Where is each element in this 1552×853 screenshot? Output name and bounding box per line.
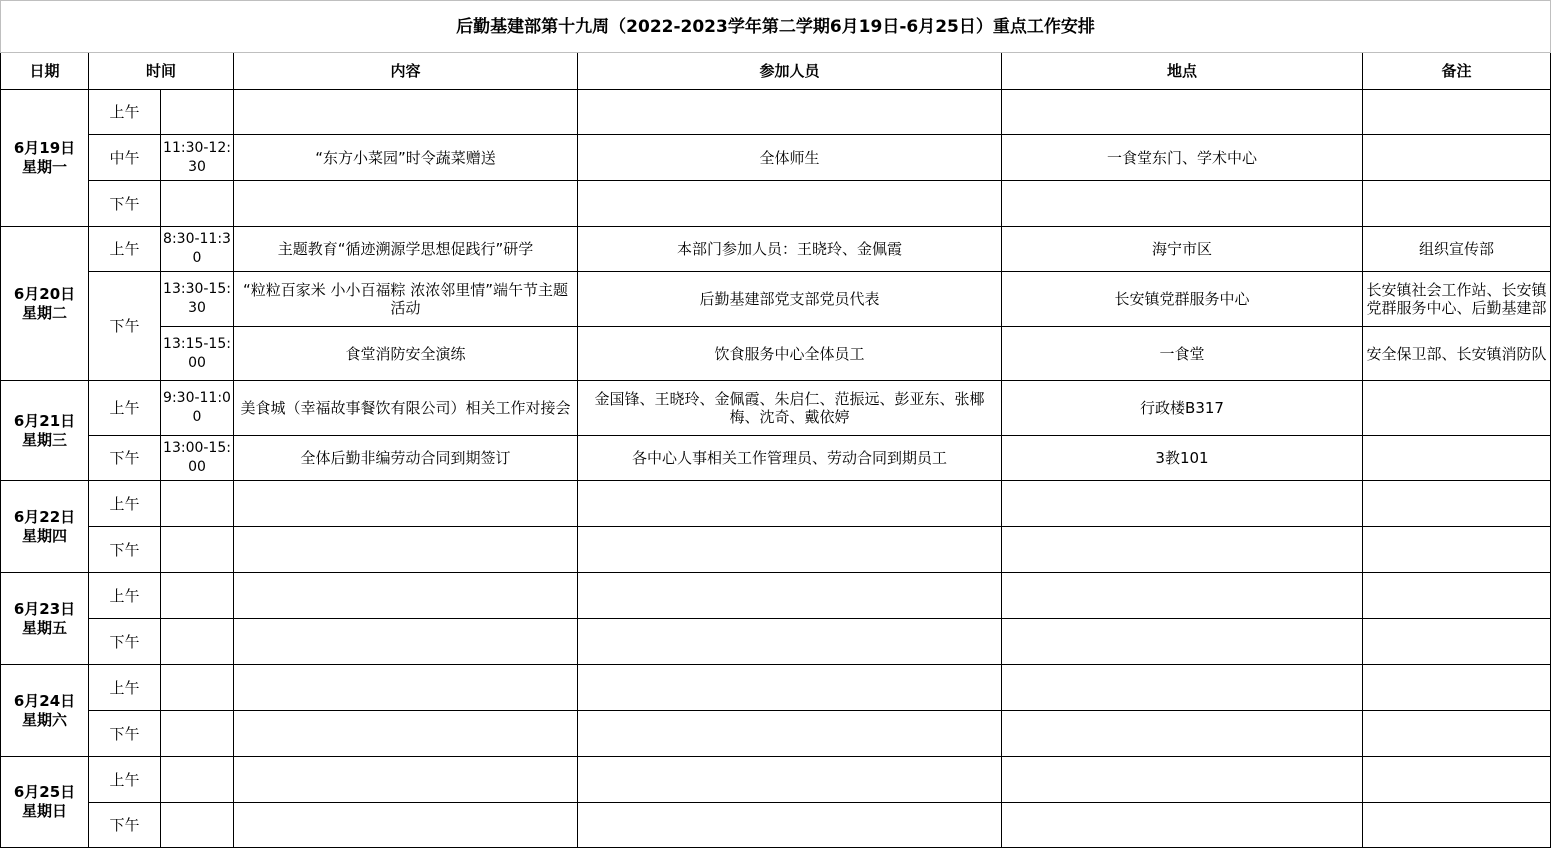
- location-cell: [1002, 711, 1363, 757]
- table-row: [1, 481, 1551, 527]
- table-row: [1, 619, 1551, 665]
- time-cell: [161, 619, 234, 665]
- weekday-label: 星期五: [21, 618, 67, 637]
- page-title: 后勤基建部第十九周（2022-2023学年第二学期6月19日-6月25日）重点工作安排: [1, 1, 1551, 53]
- participants-cell: [578, 481, 1002, 527]
- weekday-label: 星期四: [21, 526, 67, 545]
- content-cell: 主题教育“循迹溯源学思想促践行”研学: [234, 227, 578, 272]
- location-cell: [1002, 90, 1363, 135]
- content-cell: 美食城（幸福故事餐饮有限公司）相关工作对接会: [234, 381, 578, 436]
- content-cell: 食堂消防安全演练: [234, 327, 578, 381]
- content-cell: [234, 573, 578, 619]
- location-cell: [1002, 527, 1363, 573]
- date-label: 6月19日: [13, 139, 76, 157]
- remarks-cell: [1363, 573, 1551, 619]
- header-remarks: 备注: [1363, 53, 1551, 90]
- time-cell: 9:30-11:00: [161, 381, 234, 436]
- time-cell: [161, 90, 234, 135]
- participants-cell: [578, 181, 1002, 227]
- remarks-cell: [1363, 711, 1551, 757]
- period-cell: 下午: [89, 619, 161, 665]
- time-cell: 13:15-15:00: [161, 327, 234, 381]
- time-cell: 13:00-15:00: [161, 436, 234, 481]
- period-cell: 上午: [89, 90, 161, 135]
- period-cell: 下午: [89, 711, 161, 757]
- period-cell: 下午: [89, 803, 161, 848]
- table-row: [1, 573, 1551, 619]
- location-cell: [1002, 481, 1363, 527]
- date-cell: [1, 757, 89, 848]
- date-cell: [1, 481, 89, 573]
- period-cell: 上午: [89, 481, 161, 527]
- remarks-cell: [1363, 436, 1551, 481]
- location-cell: [1002, 665, 1363, 711]
- date-cell: [1, 573, 89, 665]
- location-cell: 行政楼B317: [1002, 381, 1363, 436]
- weekday-label: 星期三: [21, 430, 67, 449]
- period-cell: 下午: [89, 272, 161, 381]
- table-row: [1, 181, 1551, 227]
- time-cell: [161, 481, 234, 527]
- table-row: [1, 803, 1551, 848]
- date-label: 6月25日: [13, 783, 76, 801]
- participants-cell: 各中心人事相关工作管理员、劳动合同到期员工: [578, 436, 1002, 481]
- header-content: 内容: [234, 53, 578, 90]
- date-label: 6月23日: [13, 599, 76, 618]
- location-cell: [1002, 181, 1363, 227]
- table-row: [1, 90, 1551, 135]
- remarks-cell: [1363, 803, 1551, 848]
- content-cell: [234, 757, 578, 803]
- period-cell: 上午: [89, 573, 161, 619]
- table-row: [1, 135, 1551, 181]
- location-cell: 长安镇党群服务中心: [1002, 272, 1363, 327]
- date-label: 6月20日: [13, 284, 76, 303]
- content-cell: [234, 481, 578, 527]
- weekday-label: 星期六: [21, 710, 67, 729]
- time-cell: 8:30-11:30: [161, 227, 234, 272]
- time-cell: [161, 181, 234, 227]
- table-row: [1, 327, 1551, 381]
- time-cell: 11:30-12:30: [161, 135, 234, 181]
- remarks-cell: [1363, 135, 1551, 181]
- location-cell: [1002, 619, 1363, 665]
- location-cell: 海宁市区: [1002, 227, 1363, 272]
- remarks-cell: [1363, 619, 1551, 665]
- location-cell: 一食堂: [1002, 327, 1363, 381]
- period-cell: 中午: [89, 135, 161, 181]
- period-cell: 上午: [89, 381, 161, 436]
- content-cell: [234, 619, 578, 665]
- header-time: 时间: [89, 53, 234, 90]
- weekday-label: 星期一: [21, 158, 67, 176]
- content-cell: [234, 527, 578, 573]
- table-row: [1, 272, 1551, 327]
- period-cell: 下午: [89, 436, 161, 481]
- weekday-label: 星期二: [21, 303, 67, 322]
- participants-cell: 后勤基建部党支部党员代表: [578, 272, 1002, 327]
- time-cell: [161, 665, 234, 711]
- remarks-cell: [1363, 665, 1551, 711]
- participants-cell: 饮食服务中心全体员工: [578, 327, 1002, 381]
- time-cell: 13:30-15:30: [161, 272, 234, 327]
- participants-cell: [578, 803, 1002, 848]
- remarks-cell: 安全保卫部、长安镇消防队: [1363, 327, 1551, 381]
- period-cell: 下午: [89, 181, 161, 227]
- location-cell: 一食堂东门、学术中心: [1002, 135, 1363, 181]
- participants-cell: [578, 757, 1002, 803]
- table-row: [1, 757, 1551, 803]
- header-date: 日期: [1, 53, 89, 90]
- remarks-cell: [1363, 757, 1551, 803]
- date-label: 6月21日: [13, 411, 76, 430]
- content-cell: 全体后勤非编劳动合同到期签订: [234, 436, 578, 481]
- table-row: [1, 665, 1551, 711]
- location-cell: [1002, 757, 1363, 803]
- table-row: [1, 381, 1551, 436]
- remarks-cell: [1363, 481, 1551, 527]
- period-cell: 上午: [89, 665, 161, 711]
- participants-cell: 本部门参加人员：王晓玲、金佩霞: [578, 227, 1002, 272]
- participants-cell: [578, 90, 1002, 135]
- content-cell: “粒粒百家米 小小百福粽 浓浓邻里情”端午节主题活动: [234, 272, 578, 327]
- content-cell: [234, 803, 578, 848]
- date-cell: [1, 381, 89, 481]
- date-cell: [1, 227, 89, 381]
- participants-cell: 全体师生: [578, 135, 1002, 181]
- location-cell: [1002, 803, 1363, 848]
- header-location: 地点: [1002, 53, 1363, 90]
- remarks-cell: [1363, 381, 1551, 436]
- period-cell: 下午: [89, 527, 161, 573]
- content-cell: [234, 665, 578, 711]
- participants-cell: [578, 711, 1002, 757]
- title-row: [1, 1, 1551, 53]
- participants-cell: [578, 619, 1002, 665]
- time-cell: [161, 711, 234, 757]
- date-cell: [1, 665, 89, 757]
- table-row: [1, 711, 1551, 757]
- content-cell: [234, 181, 578, 227]
- remarks-cell: [1363, 527, 1551, 573]
- remarks-cell: [1363, 90, 1551, 135]
- remarks-cell: [1363, 181, 1551, 227]
- time-cell: [161, 527, 234, 573]
- date-label: 6月22日: [13, 507, 76, 526]
- time-cell: [161, 803, 234, 848]
- period-cell: 上午: [89, 227, 161, 272]
- table-row: [1, 227, 1551, 272]
- content-cell: “东方小菜园”时令蔬菜赠送: [234, 135, 578, 181]
- header-participants: 参加人员: [578, 53, 1002, 90]
- weekday-label: 星期日: [21, 802, 67, 820]
- location-cell: [1002, 573, 1363, 619]
- participants-cell: [578, 527, 1002, 573]
- participants-cell: [578, 573, 1002, 619]
- time-cell: [161, 573, 234, 619]
- participants-cell: [578, 665, 1002, 711]
- date-cell: [1, 90, 89, 227]
- location-cell: 3教101: [1002, 436, 1363, 481]
- table-row: [1, 527, 1551, 573]
- remarks-cell: 长安镇社会工作站、长安镇党群服务中心、后勤基建部: [1363, 272, 1551, 327]
- time-cell: [161, 757, 234, 803]
- date-label: 6月24日: [13, 691, 76, 710]
- content-cell: [234, 90, 578, 135]
- table-row: [1, 436, 1551, 481]
- content-cell: [234, 711, 578, 757]
- participants-cell: 金国锋、王晓玲、金佩霞、朱启仁、范振远、彭亚东、张椰梅、沈奇、戴依婷: [578, 381, 1002, 436]
- header-row: [1, 53, 1551, 90]
- remarks-cell: 组织宣传部: [1363, 227, 1551, 272]
- period-cell: 上午: [89, 757, 161, 803]
